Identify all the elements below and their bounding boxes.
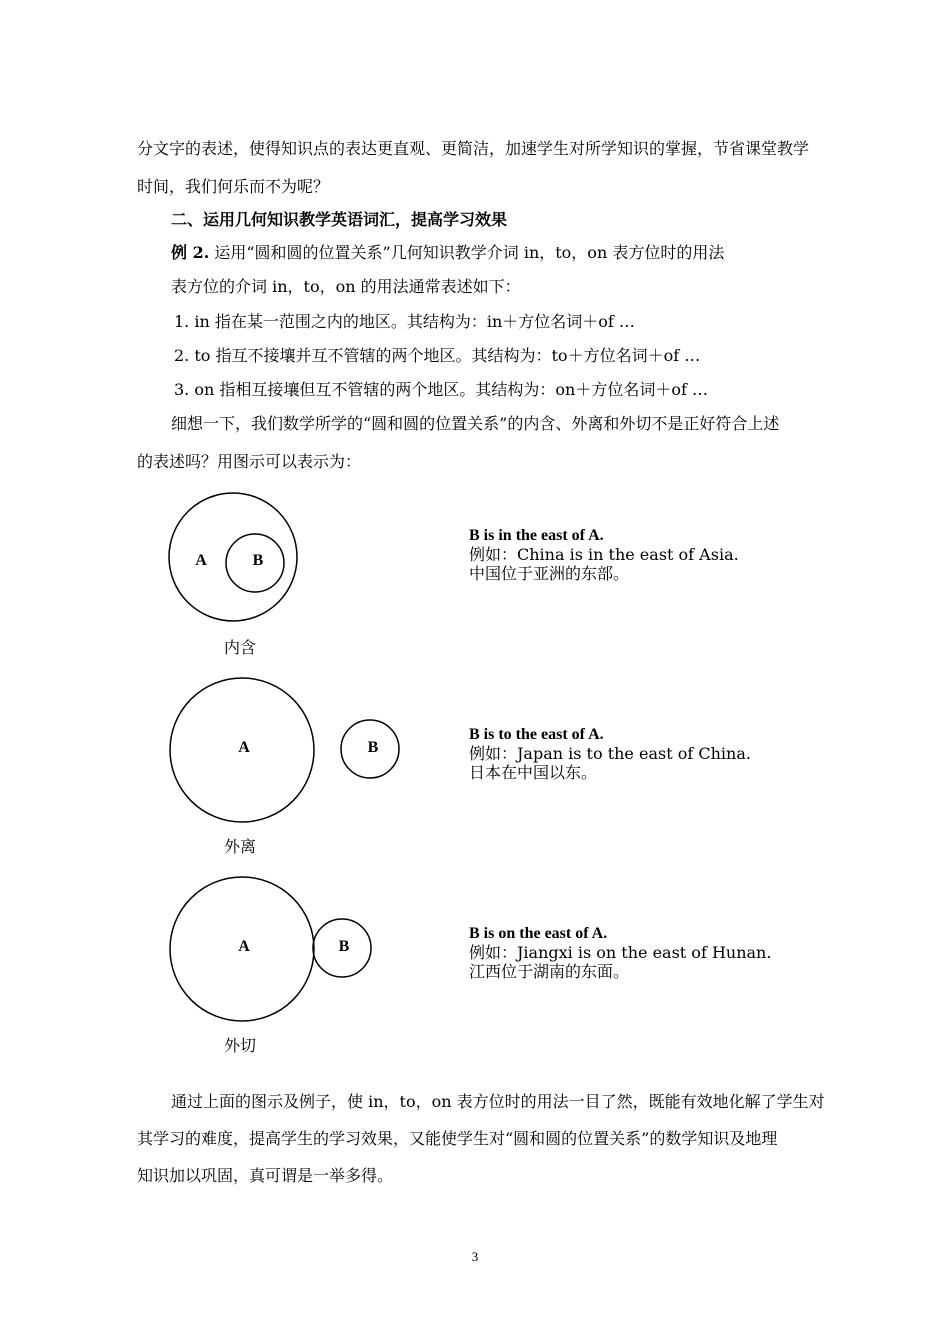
rule-item: 1. in 指在某一范围之内的地区。其结构为：in＋方位名词＋of … bbox=[174, 312, 635, 331]
diagram-caption: 内含 bbox=[224, 638, 257, 657]
circle-b-label: B bbox=[338, 938, 350, 955]
body-text-line: 细想一下，我们数学所学的“圆和圆的位置关系”的内含、外离和外切不是正好符合上述 bbox=[171, 414, 780, 433]
description-title: B is on the east of A. bbox=[469, 925, 608, 942]
description-chinese: 江西位于湖南的东面。 bbox=[469, 962, 630, 981]
body-text-line: 分文字的表述，使得知识点的表达更直观、更简洁，加速学生对所学知识的掌握，节省课堂教学 bbox=[137, 139, 810, 158]
description-chinese: 中国位于亚洲的东部。 bbox=[469, 564, 630, 583]
diagram-caption: 外切 bbox=[224, 1036, 257, 1055]
tangent-diagram bbox=[160, 871, 390, 1026]
circle-b-label: B bbox=[367, 739, 379, 756]
rule-item: 2. to 指互不接壤并互不管辖的两个地区。其结构为：to＋方位名词＋of … bbox=[174, 346, 701, 365]
description-example: 例如：Japan is to the east of China. bbox=[469, 744, 751, 763]
description-chinese: 日本在中国以东。 bbox=[469, 763, 598, 782]
diagram-description bbox=[469, 526, 739, 583]
example-text: 运用“圆和圆的位置关系”几何知识教学介词 in，to，on 表方位时的用法 bbox=[214, 243, 725, 262]
circle-a-label: A bbox=[238, 938, 250, 955]
diagram-description bbox=[469, 725, 751, 782]
circle-a bbox=[169, 493, 297, 621]
rule-item: 3. on 指相互接壤但互不管辖的两个地区。其结构为：on＋方位名词＋of … bbox=[174, 380, 708, 399]
circle-a-label: A bbox=[238, 739, 250, 756]
containment-diagram bbox=[160, 485, 320, 630]
body-text-line: 知识加以巩固，真可谓是一举多得。 bbox=[137, 1166, 394, 1185]
circle-a-label: A bbox=[195, 552, 207, 569]
section-heading: 二、运用几何知识教学英语词汇，提高学习效果 bbox=[171, 210, 508, 229]
description-example: 例如：China is in the east of Asia. bbox=[469, 545, 739, 564]
circle-b-label: B bbox=[252, 552, 264, 569]
diagram-caption: 外离 bbox=[224, 837, 257, 856]
description-title: B is to the east of A. bbox=[469, 726, 604, 743]
rules-intro: 表方位的介词 in，to，on 的用法通常表述如下： bbox=[171, 277, 521, 296]
diagram-description bbox=[469, 924, 771, 981]
body-text-line: 的表述吗？用图示可以表示为： bbox=[137, 452, 362, 471]
description-title: B is in the east of A. bbox=[469, 527, 604, 544]
page-number: 3 bbox=[471, 1249, 479, 1264]
example-line bbox=[171, 242, 724, 264]
description-example: 例如：Jiangxi is on the east of Hunan. bbox=[469, 943, 772, 962]
body-text-line: 时间，我们何乐而不为呢？ bbox=[137, 177, 330, 196]
body-text-line: 其学习的难度，提高学生的学习效果，又能使学生对“圆和圆的位置关系”的数学知识及地理 bbox=[137, 1129, 778, 1148]
separation-diagram bbox=[160, 672, 420, 827]
example-label: 例 2. bbox=[171, 243, 210, 262]
body-text-line: 通过上面的图示及例子，使 in，to，on 表方位时的用法一目了然，既能有效地化解了学生对 bbox=[171, 1092, 825, 1111]
